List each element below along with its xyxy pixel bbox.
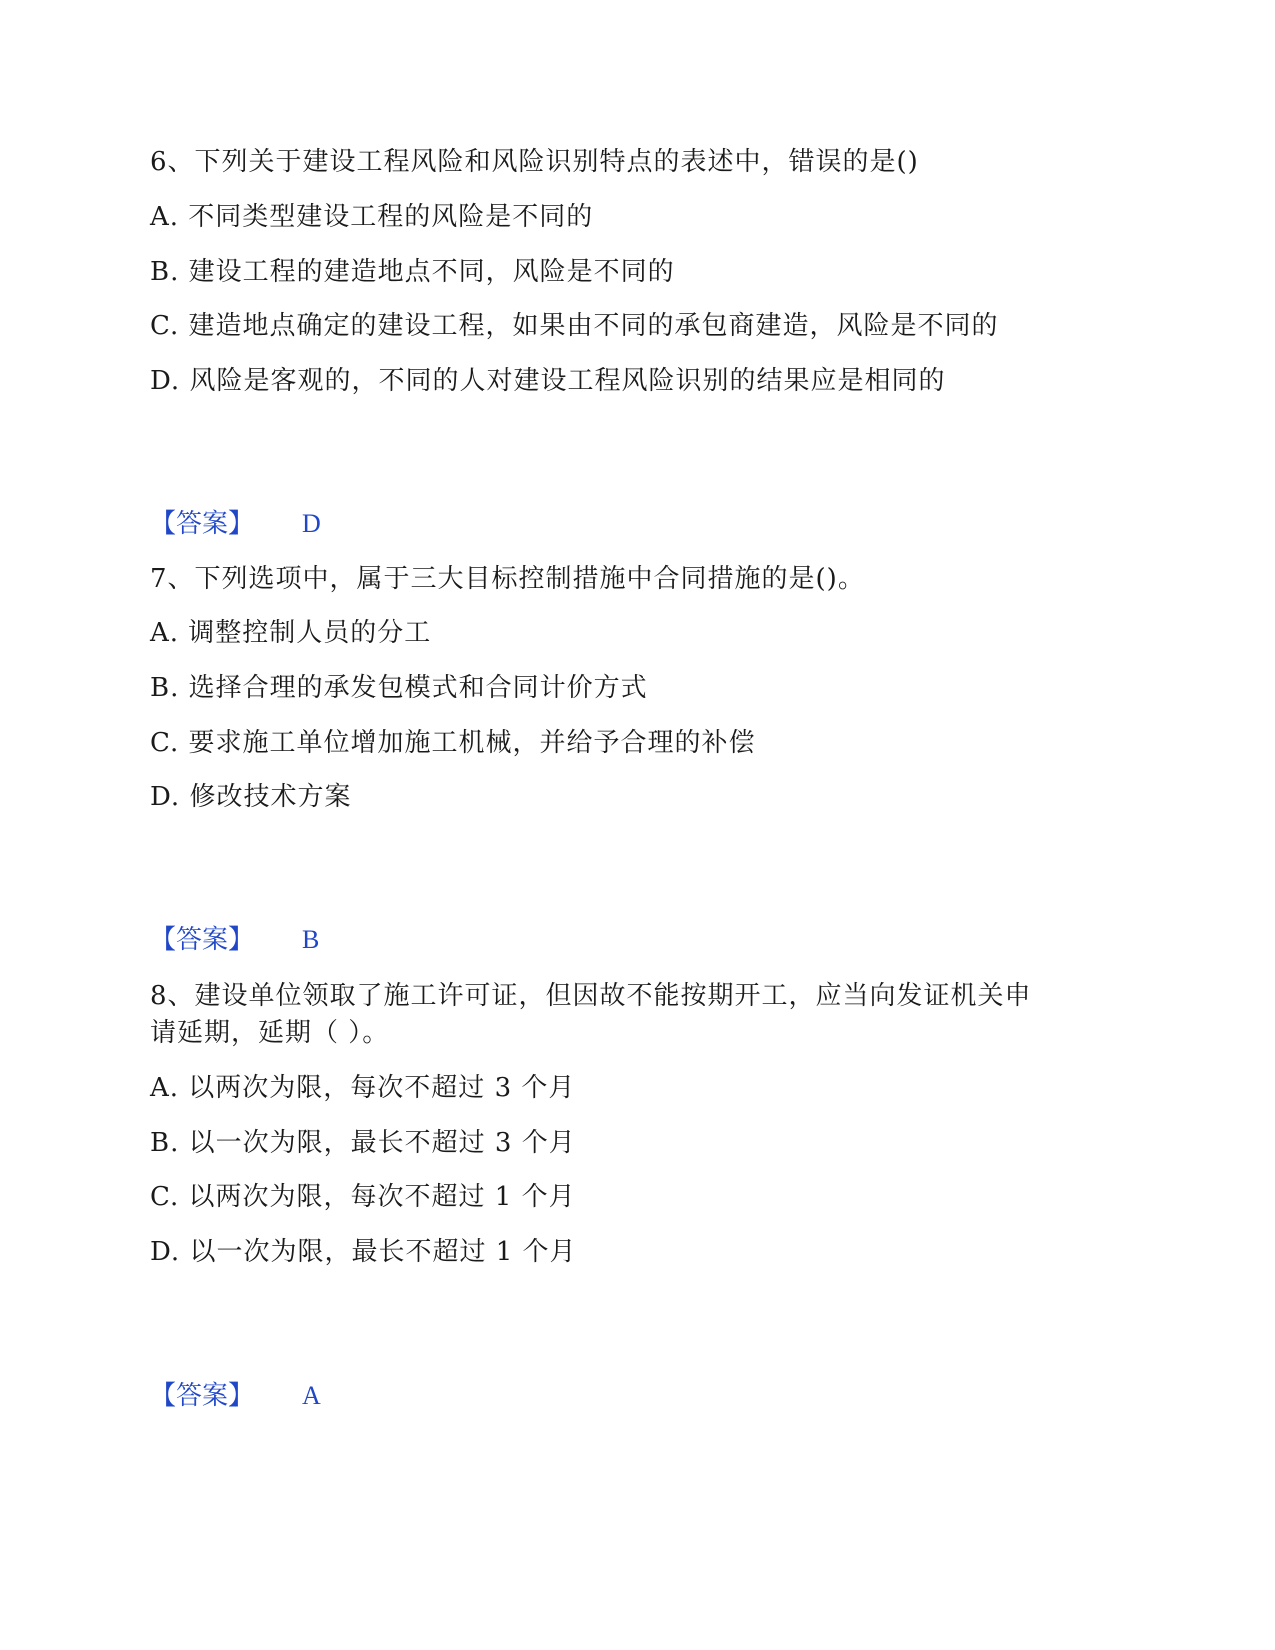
answer-value: D (302, 509, 321, 538)
question-7-option-d: D. 修改技术方案 (150, 782, 352, 812)
question-6-option-d: D. 风险是客观的，不同的人对建设工程风险识别的结果应是相同的 (150, 366, 946, 396)
question-7-stem: 7、下列选项中，属于三大目标控制措施中合同措施的是()。 (150, 564, 865, 594)
question-8-option-b: B. 以一次为限，最长不超过 3 个月 (150, 1128, 576, 1158)
question-7-option-c: C. 要求施工单位增加施工机械，并给予合理的补偿 (150, 728, 756, 758)
question-8-stem-line1: 8、建设单位领取了施工许可证，但因故不能按期开工，应当向发证机关申 (150, 981, 1032, 1011)
answer-label: 【答案】 (150, 925, 255, 955)
question-8-stem-line2: 请延期，延期（ ）。 (150, 1018, 390, 1048)
question-7-option-a: A. 调整控制人员的分工 (150, 618, 432, 648)
question-6-answer (150, 507, 321, 541)
question-6-stem: 6、下列关于建设工程风险和风险识别特点的表述中，错误的是() (150, 147, 919, 177)
question-8-answer (150, 1379, 321, 1413)
question-7-option-b: B. 选择合理的承发包模式和合同计价方式 (150, 673, 648, 703)
answer-value: A (302, 1381, 321, 1410)
question-6-option-b: B. 建设工程的建造地点不同，风险是不同的 (150, 257, 675, 287)
question-8-option-a: A. 以两次为限，每次不超过 3 个月 (150, 1073, 576, 1103)
question-8-option-c: C. 以两次为限，每次不超过 1 个月 (150, 1182, 576, 1212)
question-6-option-c: C. 建造地点确定的建设工程，如果由不同的承包商建造，风险是不同的 (150, 311, 999, 341)
question-6-option-a: A. 不同类型建设工程的风险是不同的 (150, 202, 594, 232)
answer-label: 【答案】 (150, 509, 255, 539)
answer-label: 【答案】 (150, 1381, 255, 1411)
question-8-option-d: D. 以一次为限，最长不超过 1 个月 (150, 1237, 577, 1267)
answer-value: B (302, 925, 320, 954)
question-7-answer (150, 923, 319, 957)
